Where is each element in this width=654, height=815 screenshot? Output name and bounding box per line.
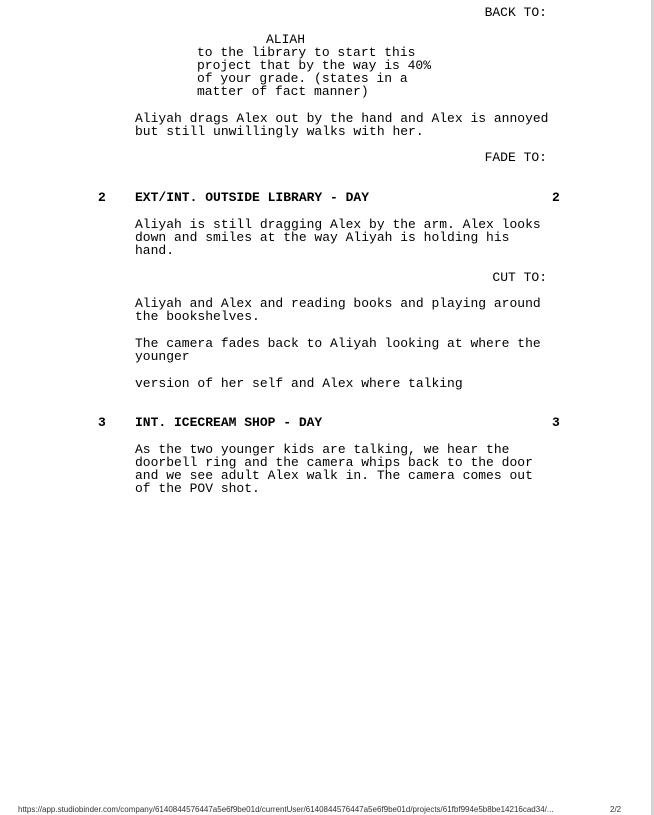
footer-url: https://app.studiobinder.com/company/6140844576447a5e6f9be01d/currentUser/6140844576447a5e6f9be01d/projects/61fbf994e5b8be14216cad34/... [18,805,554,814]
scene-number-right: 3 [552,415,560,430]
action-line: Aliyah and Alex and reading books and playing around the bookshelves. [135,296,541,324]
transition-fade-to: FADE TO: [484,150,547,165]
action-line: The camera fades back to Aliyah looking at where the younger [135,336,541,364]
scene-heading: EXT/INT. OUTSIDE LIBRARY - DAY [135,190,370,205]
scene-heading: INT. ICECREAM SHOP - DAY [135,415,323,430]
action-line: As the two younger kids are talking, we hear the doorbell ring and the camera whips back to the door and we see adult Alex walk in. The camera comes out of the POV shot. [135,442,533,496]
dialogue-lines: to the library to start this project that by the way is 40% of your grade. (states in a matter of fact manner) [197,45,432,99]
scene-number-left: 2 [98,190,106,205]
action-line: Aliyah is still dragging Alex by the arm. Alex looks down and smiles at the way Aliyah is holding his hand. [135,217,541,258]
action-line: Aliyah drags Alex out by the hand and Alex is annoyed but still unwillingly walks with her. [135,111,549,139]
action-line: version of her self and Alex where talking [135,376,463,391]
footer-page-number: 2/2 [610,805,622,814]
transition-back-to: BACK TO: [484,5,547,20]
scene-number-right: 2 [552,190,560,205]
transition-cut-to: CUT TO: [492,270,547,285]
dialogue-character-aliah: ALIAH [266,32,306,47]
scene-number-left: 3 [98,415,106,430]
